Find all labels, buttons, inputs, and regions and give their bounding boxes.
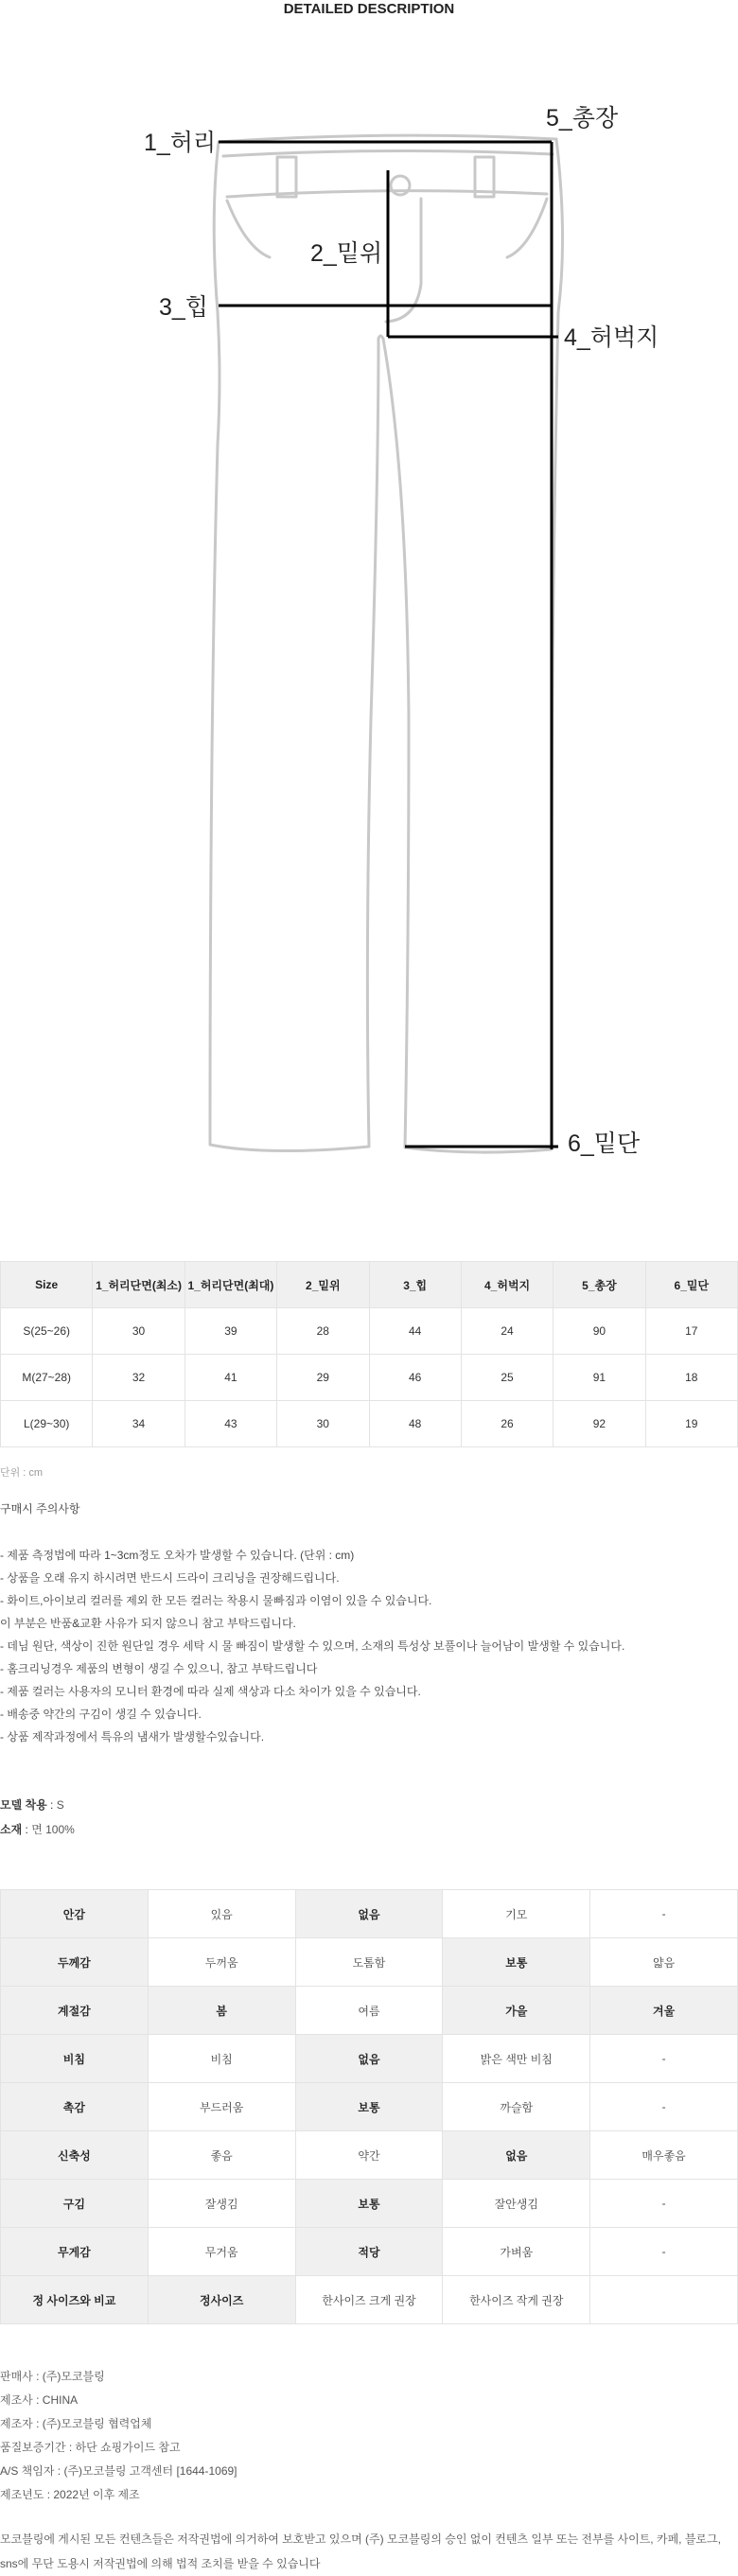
table-cell: 24 [461,1308,553,1355]
attribute-option: 없음 [295,1890,443,1938]
attribute-option: 까슬함 [443,2083,590,2131]
list-item: 제조사 : CHINA [0,2393,79,2407]
list-item: 품질보증기간 : 하단 쇼핑가이드 참고 [0,2441,181,2454]
size-table-header-cell: Size [1,1262,93,1308]
list-item: - 데님 원단, 색상이 진한 원단일 경우 세탁 시 물 빠짐이 발생할 수 있으며, 소재의 특성상 보풀이나 늘어남이 발생할 수 있습니다. [0,1639,625,1653]
table-cell: M(27~28) [1,1355,93,1401]
attribute-option: 좋음 [148,2131,295,2180]
table-row [1,1401,738,1447]
size-table-header-cell: 3_힙 [369,1262,461,1308]
table-row [1,1987,738,2035]
thigh-label: 4_허벅지 [564,324,659,351]
attribute-option: 적당 [295,2228,443,2276]
attribute-option: 매우좋음 [590,2131,738,2180]
model-size-label: 모델 착용 [0,1798,47,1812]
attribute-option: 잘안생김 [443,2180,590,2228]
table-row [1,2276,738,2324]
material-label: 소재 [0,1823,23,1836]
attribute-option: 없음 [443,2131,590,2180]
product-attribute-table [0,1889,738,2324]
attribute-name: 두께감 [1,1938,149,1987]
attribute-option: 여름 [295,1987,443,2035]
size-table-header-cell: 1_허리단면(최소) [93,1262,184,1308]
size-table-header-cell: 2_밑위 [277,1262,369,1308]
copyright-notice: 모코블링에 게시된 모든 컨텐츠들은 저작권법에 의거하여 보호받고 있으며 (주) 모코블링의 승인 없이 컨텐츠 일부 또는 전부를 사이트, 카페, 블로그, sns에 무단 도용시 저작권법에 의해 법적 조치를 받을 수 있습니다 [0,2532,721,2570]
attribute-option: 부드러움 [148,2083,295,2131]
table-cell: 26 [461,1401,553,1447]
list-item: 제조자 : (주)모코블링 협력업체 [0,2417,152,2430]
attribute-option: 보통 [295,2083,443,2131]
list-item: 제조년도 : 2022년 이후 제조 [0,2488,140,2501]
table-row [1,2228,738,2276]
attribute-option: - [590,2228,738,2276]
attribute-name: 촉감 [1,2083,149,2131]
table-cell: 29 [277,1355,369,1401]
attribute-name: 안감 [1,1890,149,1938]
table-cell: 39 [184,1308,276,1355]
attribute-option: - [590,2083,738,2131]
seller-info-list [0,2365,237,2507]
attribute-option: 도톰함 [295,1938,443,1987]
attribute-name: 신축성 [1,2131,149,2180]
table-cell: 30 [93,1308,184,1355]
model-size: 모델 착용 : S [0,1798,64,1812]
list-item: - 화이트,아이보리 컬러를 제외 한 모든 컬러는 착용시 물빠짐과 이염이 있을 수 있습니다. [0,1594,432,1607]
unit-note: 단위 : cm [0,1467,44,1479]
attribute-option: 가벼움 [443,2228,590,2276]
table-cell: 41 [184,1355,276,1401]
attribute-option: 있음 [148,1890,295,1938]
attribute-option: 밝은 색만 비침 [443,2035,590,2083]
attribute-option: 가을 [443,1987,590,2035]
size-table-header-cell: 1_허리단면(최대) [184,1262,276,1308]
list-item: A/S 책임자 : (주)모코블링 고객센터 [1644-1069] [0,2464,237,2478]
table-row [1,1938,738,1987]
measurement-lines [219,142,558,1149]
list-item: - 배송중 약간의 구김이 생길 수 있습니다. [0,1708,202,1721]
size-table-header-cell: 4_허벅지 [461,1262,553,1308]
attribute-option: 기모 [443,1890,590,1938]
attribute-name: 구김 [1,2180,149,2228]
table-row [1,1355,738,1401]
size-table [0,1261,738,1447]
attribute-option: 얇음 [590,1938,738,1987]
notice-list [0,1544,624,1748]
attribute-option [590,2276,738,2324]
attribute-option: 보통 [295,2180,443,2228]
table-cell: 17 [645,1308,737,1355]
hip-label: 3_힙 [159,294,208,321]
table-cell: 19 [645,1401,737,1447]
attribute-option: 봄 [148,1987,295,2035]
attribute-option: 한사이즈 작게 권장 [443,2276,590,2324]
attribute-option: 겨울 [590,1987,738,2035]
table-row [1,2180,738,2228]
attribute-option: 약간 [295,2131,443,2180]
table-cell: 28 [277,1308,369,1355]
table-cell: L(29~30) [1,1401,93,1447]
size-table-header-cell: 5_총장 [554,1262,645,1308]
attribute-name: 계절감 [1,1987,149,2035]
table-row [1,2083,738,2131]
attribute-name: 정 사이즈와 비교 [1,2276,149,2324]
table-row [1,1308,738,1355]
table-row [1,2131,738,2180]
table-cell: 48 [369,1401,461,1447]
attribute-name: 비침 [1,2035,149,2083]
list-item: 판매사 : (주)모코블링 [0,2370,105,2383]
table-cell: 25 [461,1355,553,1401]
pants-measurement-diagram [0,0,738,1192]
size-table-header [1,1262,738,1308]
table-cell: 34 [93,1401,184,1447]
attribute-option: 보통 [443,1938,590,1987]
notice-title: 구매시 주의사항 [0,1502,80,1516]
model-size-value: S [56,1798,64,1812]
length-label: 5_총장 [546,105,619,131]
hem-label: 6_밑단 [568,1130,641,1157]
material-value: 면 100% [31,1823,75,1836]
attribute-name: 무게감 [1,2228,149,2276]
table-cell: 91 [554,1355,645,1401]
attribute-option: - [590,2035,738,2083]
waist-label: 1_허리 [144,130,217,156]
list-item: - 제품 컬러는 사용자의 모니터 환경에 따라 실제 색상과 다소 차이가 있을 수 있습니다. [0,1685,421,1698]
attribute-option: 없음 [295,2035,443,2083]
attribute-option: 정사이즈 [148,2276,295,2324]
list-item: 이 부분은 반품&교환 사유가 되지 않으니 참고 부탁드립니다. [0,1617,296,1630]
attribute-option: 잘생김 [148,2180,295,2228]
attribute-option: 두꺼움 [148,1938,295,1987]
page-title: DETAILED DESCRIPTION [283,1,455,17]
size-table-header-cell: 6_밑단 [645,1262,737,1308]
table-cell: 90 [554,1308,645,1355]
table-cell: 92 [554,1401,645,1447]
list-item: - 상품 제작과정에서 특유의 냄새가 발생할수있습니다. [0,1730,265,1744]
table-row [1,1890,738,1938]
table-cell: 30 [277,1401,369,1447]
table-cell: 18 [645,1355,737,1401]
table-cell: 43 [184,1401,276,1447]
attribute-option: 무거움 [148,2228,295,2276]
attribute-option: 한사이즈 크게 권장 [295,2276,443,2324]
list-item: - 상품을 오래 유지 하시려면 반드시 드라이 크리닝을 권장해드립니다. [0,1571,340,1585]
table-cell: 32 [93,1355,184,1401]
material: 소재 : 면 100% [0,1823,75,1836]
attribute-option: - [590,2180,738,2228]
table-cell: 44 [369,1308,461,1355]
attribute-option: - [590,1890,738,1938]
list-item: - 홈크리닝경우 제품의 변형이 생길 수 있으니, 참고 부탁드립니다 [0,1662,318,1675]
pants-outline [210,135,563,1152]
table-cell: 46 [369,1355,461,1401]
table-cell: S(25~26) [1,1308,93,1355]
rise-label: 2_밑위 [310,240,383,267]
attribute-option: 비침 [148,2035,295,2083]
table-row [1,2035,738,2083]
list-item: - 제품 측정법에 따라 1~3cm정도 오차가 발생할 수 있습니다. (단위 : cm) [0,1549,355,1562]
